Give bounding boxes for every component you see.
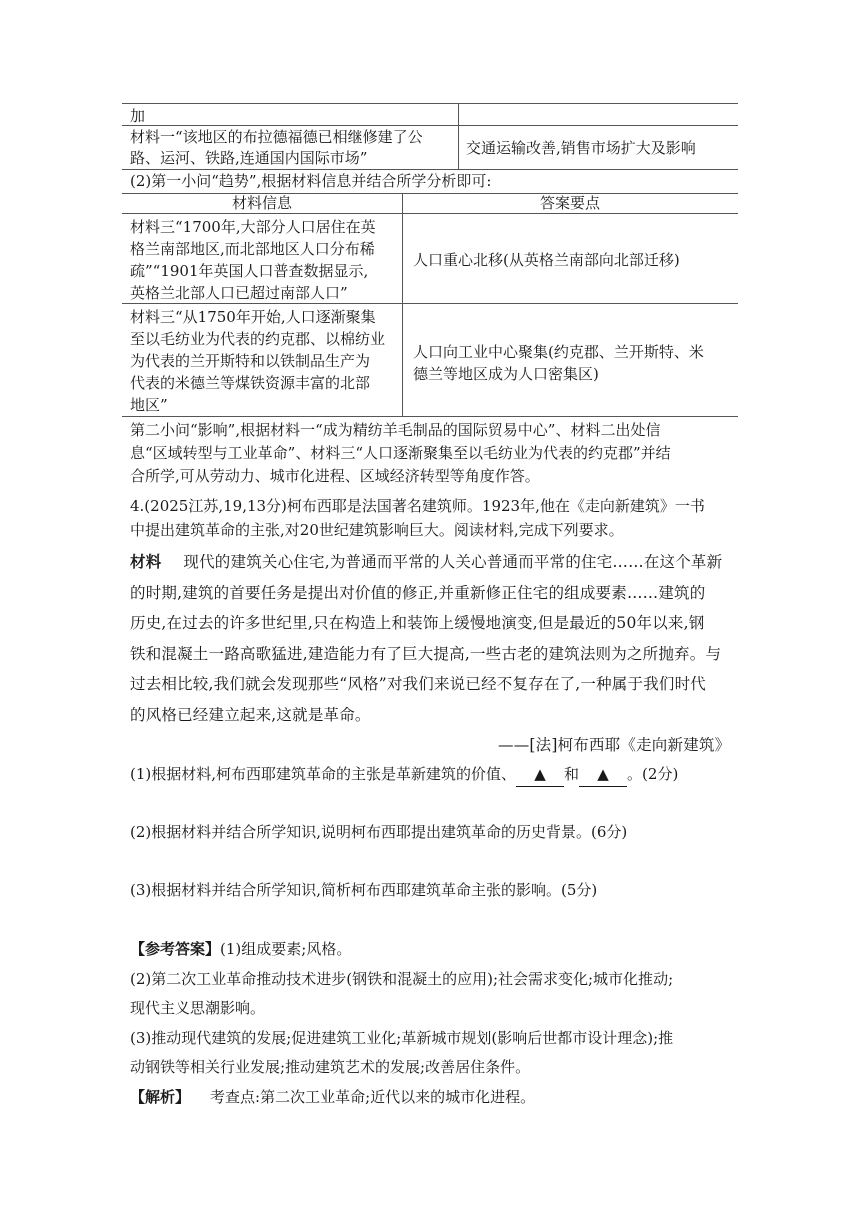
- table-2-row1-left-4: 英格兰北部人口已超过南部人口”: [130, 284, 348, 302]
- answer-1: 【参考答案】(1)组成要素;风格。: [130, 940, 352, 958]
- table-2-row2-left-1: 材料三“从1750年开始,人口逐渐聚集: [130, 308, 376, 326]
- note-2: (2)第一小问“趋势”,根据材料信息并结合所学分析即可:: [130, 172, 492, 190]
- answer-blank-1: ▲: [516, 762, 564, 787]
- answer-blank-2: ▲: [579, 762, 627, 787]
- table-2-row1-left-2: 格兰南部地区,而北部地区人口分布稀: [130, 240, 375, 258]
- answer-label: 【参考答案】: [130, 940, 221, 958]
- table-2-row2-right-2: 德兰等地区成为人口密集区): [413, 365, 599, 383]
- table-1-row1-right: 交通运输改善,销售市场扩大及影响: [466, 139, 696, 157]
- material-line-2: 的时期,建筑的首要任务是提出对价值的修正,并重新修正住宅的组成要素……建筑的: [130, 584, 706, 602]
- analysis: 【解析】 考查点:第二次工业革命;近代以来的城市化进程。: [130, 1088, 536, 1106]
- note-2b-1: 第二小问“影响”,根据材料一“成为精纺羊毛制品的国际贸易中心”、材料二出处信: [130, 421, 661, 439]
- table-2-header-left: 材料信息: [232, 194, 293, 212]
- question-4-1: 4.(2025江苏,19,13分)柯布西耶是法国著名建筑师。1923年,他在《走向新建筑》一书: [130, 497, 705, 515]
- answer-3-2: 动钢铁等相关行业发展;推动建筑艺术的发展;改善居住条件。: [130, 1058, 531, 1076]
- answer-3-1: (3)推动现代建筑的发展;促进建筑工业化;革新城市规划(影响后世都市设计理念);推: [130, 1029, 674, 1047]
- table-1-row1-left-2: 路、运河、铁路,连通国内国际市场”: [130, 149, 368, 167]
- table-2-row2-left-4: 代表的米德兰等煤铁资源丰富的北部: [130, 374, 371, 392]
- table-2-header-right: 答案要点: [540, 194, 601, 212]
- material-source: ——[法]柯布西耶《走向新建筑》: [498, 736, 731, 754]
- table-2-row2-left-3: 为代表的兰开斯特和以铁制品生产为: [130, 352, 371, 370]
- material-line-6: 的风格已经建立起来,这就是革命。: [130, 706, 371, 724]
- question-4-2: 中提出建筑革命的主张,对20世纪建筑影响巨大。阅读材料,完成下列要求。: [130, 521, 624, 539]
- table-1-row0-left: 加: [130, 107, 146, 125]
- sub-question-1: (1)根据材料,柯布西耶建筑革命的主张是革新建筑的价值、 ▲ 和 ▲ 。(2分): [130, 762, 678, 787]
- table-2-row1-left-3: 疏”“1901年英国人口普查数据显示,: [130, 262, 369, 280]
- sub-question-3: (3)根据材料并结合所学知识,简析柯布西耶建筑革命主张的影响。(5分): [130, 881, 598, 899]
- table-2-row2-left-5: 地区”: [130, 396, 168, 414]
- note-2b-3: 合所学,可从劳动力、城市化进程、区域经济转型等角度作答。: [130, 467, 540, 485]
- material-line-3: 历史,在过去的许多世纪里,只在构造上和装饰上缓慢地演变,但是最近的50年以来,钢: [130, 614, 705, 632]
- material-line-1: 材料 现代的建筑关心住宅,为普通而平常的人关心普通而平常的住宅……在这个革新: [130, 552, 723, 571]
- material-line-5: 过去相比较,我们就会发现那些“风格”对我们来说已经不复存在了,一种属于我们时代: [130, 675, 707, 693]
- table-1-row1-left-1: 材料一“该地区的布拉德福德已相继修建了公: [130, 128, 423, 146]
- sub-question-2: (2)根据材料并结合所学知识,说明柯布西耶提出建筑革命的历史背景。(6分): [130, 823, 628, 841]
- table-2-row2-right-1: 人口向工业中心聚集(约克郡、兰开斯特、米: [413, 343, 704, 361]
- material-line-4: 铁和混凝土一路高歌猛进,建造能力有了巨大提高,一些古老的建筑法则为之所抛弃。与: [130, 645, 722, 663]
- answer-2-2: 现代主义思潮影响。: [130, 999, 266, 1017]
- table-2-row1-right: 人口重心北移(从英格兰南部向北部迁移): [413, 251, 680, 269]
- table-2-row2-left-2: 至以毛纺业为代表的约克郡、以棉纺业: [130, 330, 386, 348]
- note-2b-2: 息“区域转型与工业革命”、材料三“人口逐渐聚集至以毛纺业为代表的约克郡”并结: [130, 444, 671, 462]
- analysis-label: 【解析】: [130, 1088, 191, 1106]
- table-2-row1-left-1: 材料三“1700年,大部分人口居住在英: [130, 218, 376, 236]
- material-label: 材料: [130, 552, 162, 571]
- answer-2-1: (2)第二次工业革命推动技术进步(钢铁和混凝土的应用);社会需求变化;城市化推动;: [130, 970, 674, 988]
